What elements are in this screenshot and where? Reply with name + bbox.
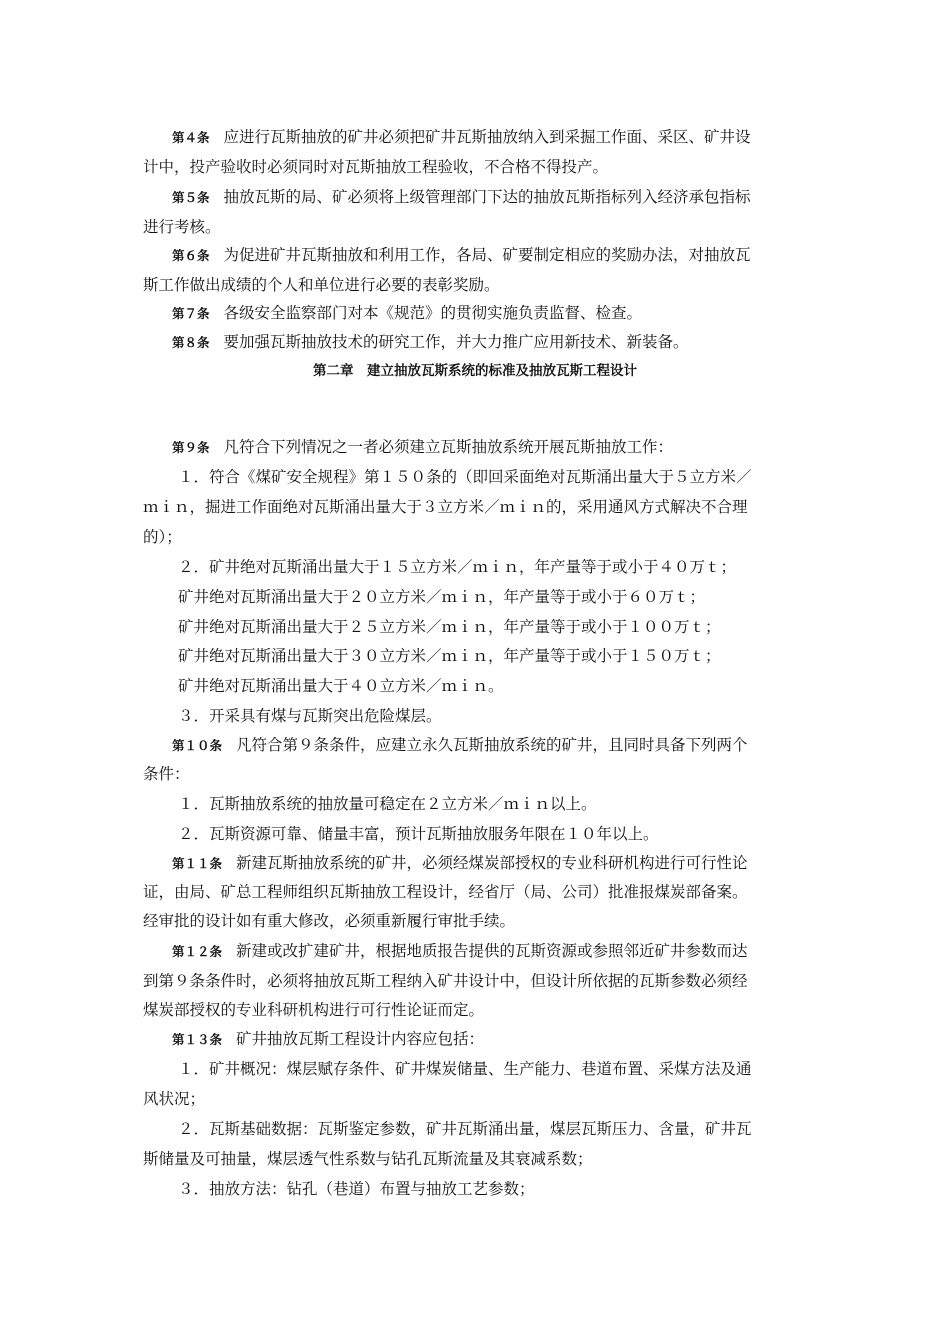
- article-number: 第４条: [172, 130, 210, 145]
- article-9-item-1-line-1: [178, 467, 752, 487]
- article-10-line-1: [172, 735, 748, 756]
- article-text: 的）；: [143, 528, 182, 546]
- article-text: 为促进矿井瓦斯抽放和利用工作，各局、矿要制定相应的奖励办法，对抽放瓦: [223, 246, 751, 264]
- article-text: 证，由局、矿总工程师组织瓦斯抽放工程设计，经省厅（局、公司）批准报煤炭部备案。: [143, 883, 748, 901]
- article-13-item-1-line-2: [143, 1089, 205, 1109]
- article-4-line-1: [172, 127, 751, 148]
- article-text: 要加强瓦斯抽放技术的研究工作，并大力推广应用新技术、新装备。: [223, 333, 689, 351]
- article-9-item-2-line-5: [178, 676, 504, 696]
- article-9-item-2-line-2: [178, 587, 705, 607]
- article-text: 斯储量及可抽量，煤层透气性系数与钻孔瓦斯流量及其衰减系数；: [143, 1150, 593, 1168]
- article-text: 煤炭部授权的专业科研机构进行可行性论证而定。: [143, 1001, 485, 1019]
- article-9-item-1-line-2: [143, 497, 748, 517]
- article-text: 矿井绝对瓦斯涌出量大于２０立方米／ｍｉｎ，年产量等于或小于６０万ｔ；: [178, 588, 706, 606]
- article-9-item-2-line-3: [178, 617, 721, 637]
- article-text: ２．瓦斯资源可靠、储量丰富，预计瓦斯抽放服务年限在１０年以上。: [178, 825, 659, 843]
- article-9-item-3: [178, 706, 442, 726]
- article-text: １．矿井概况：煤层赋存条件、矿井煤炭储量、生产能力、巷道布置、采煤方法及通: [178, 1060, 752, 1078]
- article-text: ３．开采具有煤与瓦斯突出危险煤层。: [178, 707, 442, 725]
- article-10-item-1: [178, 794, 597, 814]
- article-text: 风状况；: [143, 1090, 206, 1108]
- article-12-line-1: [172, 941, 748, 962]
- article-text: 到第９条条件时，必须将抽放瓦斯工程纳入矿井设计中，但设计所依据的瓦斯参数必须经: [143, 972, 748, 990]
- article-number: 第１０条: [172, 738, 223, 753]
- article-7-line-1: [172, 303, 642, 324]
- article-text: １．瓦斯抽放系统的抽放量可稳定在２立方米／ｍｉｎ以上。: [178, 795, 597, 813]
- article-11-line-1: [172, 853, 748, 874]
- article-9-line-1: [172, 437, 673, 458]
- article-4-line-2: [143, 157, 608, 177]
- article-text: 矿井绝对瓦斯涌出量大于４０立方米／ｍｉｎ。: [178, 677, 504, 695]
- article-number: 第７条: [172, 306, 210, 321]
- article-13-item-2-line-2: [143, 1149, 593, 1169]
- article-13-item-3: [178, 1179, 535, 1199]
- article-text: 新建瓦斯抽放系统的矿井，必须经煤炭部授权的专业科研机构进行可行性论: [236, 854, 748, 872]
- article-6-line-2: [143, 275, 500, 295]
- article-10-line-2: [143, 764, 190, 784]
- article-number: 第１１条: [172, 856, 223, 871]
- article-number: 第１３条: [172, 1032, 223, 1047]
- article-text: 凡符合下列情况之一者必须建立瓦斯抽放系统开展瓦斯抽放工作：: [223, 438, 674, 456]
- chapter-heading: 第二章 建立抽放瓦斯系统的标准及抽放瓦斯工程设计: [313, 363, 637, 379]
- article-text: 进行考核。: [143, 218, 221, 236]
- article-text: ３．抽放方法：钻孔（巷道）布置与抽放工艺参数；: [178, 1180, 535, 1198]
- article-number: 第５条: [172, 190, 210, 205]
- article-text: 条件：: [143, 765, 190, 783]
- article-5-line-1: [172, 187, 751, 208]
- article-13-item-1-line-1: [178, 1059, 752, 1079]
- article-text: 凡符合第９条条件，应建立永久瓦斯抽放系统的矿井，且同时具备下列两个: [236, 736, 748, 754]
- article-9-item-2-line-1: [178, 557, 736, 577]
- article-text: 矿井绝对瓦斯涌出量大于２５立方米／ｍｉｎ，年产量等于或小于１００万ｔ；: [178, 618, 721, 636]
- article-text: 矿井绝对瓦斯涌出量大于３０立方米／ｍｉｎ，年产量等于或小于１５０万ｔ；: [178, 647, 721, 665]
- article-12-line-3: [143, 1000, 484, 1020]
- article-12-line-2: [143, 971, 748, 991]
- article-text: ２．瓦斯基础数据：瓦斯鉴定参数，矿井瓦斯涌出量，煤层瓦斯压力、含量，矿井瓦: [178, 1120, 752, 1138]
- article-5-line-2: [143, 217, 221, 237]
- article-text: 经审批的设计如有重大修改，必须重新履行审批手续。: [143, 912, 516, 930]
- article-text: １．符合《煤矿安全规程》第１５０条的（即回采面绝对瓦斯涌出量大于５立方米／: [178, 468, 752, 486]
- article-text: 抽放瓦斯的局、矿必须将上级管理部门下达的抽放瓦斯指标列入经济承包指标: [223, 188, 751, 206]
- article-8-line-1: [172, 332, 689, 353]
- article-9-item-1-line-3: [143, 527, 182, 547]
- article-11-line-2: [143, 882, 748, 902]
- article-11-line-3: [143, 911, 515, 931]
- article-13-line-1: [172, 1029, 484, 1050]
- article-text: 应进行瓦斯抽放的矿井必须把矿井瓦斯抽放纳入到采掘工作面、采区、矿井设: [223, 128, 751, 146]
- article-number: 第１２条: [172, 944, 223, 959]
- article-10-item-2: [178, 824, 659, 844]
- article-text: 计中，投产验收时必须同时对瓦斯抽放工程验收，不合格不得投产。: [143, 158, 609, 176]
- article-text: 各级安全监察部门对本《规范》的贯彻实施负责监督、检查。: [223, 304, 643, 322]
- article-text: 矿井抽放瓦斯工程设计内容应包括：: [236, 1030, 485, 1048]
- article-text: 斯工作做出成绩的个人和单位进行必要的表彰奖励。: [143, 276, 500, 294]
- article-number: 第６条: [172, 248, 210, 263]
- article-number: 第８条: [172, 335, 210, 350]
- article-text: ｍｉｎ，掘进工作面绝对瓦斯涌出量大于３立方米／ｍｉｎ的，采用通风方式解决不合理: [143, 498, 748, 516]
- article-text: ２．矿井绝对瓦斯涌出量大于１５立方米／ｍｉｎ，年产量等于或小于４０万ｔ；: [178, 558, 737, 576]
- article-9-item-2-line-4: [178, 646, 721, 666]
- article-text: 新建或改扩建矿井，根据地质报告提供的瓦斯资源或参照邻近矿井参数而达: [236, 942, 748, 960]
- article-number: 第９条: [172, 440, 210, 455]
- article-6-line-1: [172, 245, 751, 266]
- article-13-item-2-line-1: [178, 1119, 752, 1139]
